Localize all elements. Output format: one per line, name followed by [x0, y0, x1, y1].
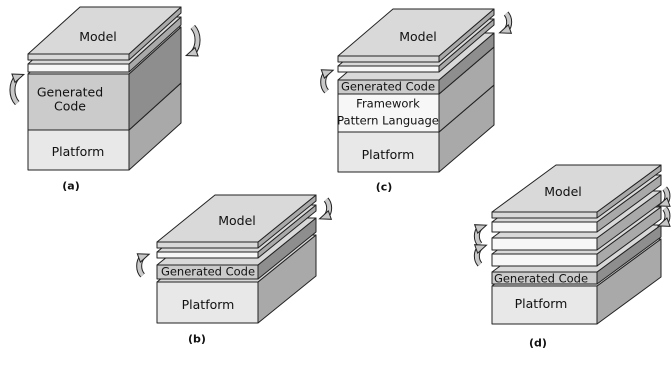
panel-a-platform-label: Platform	[51, 143, 105, 159]
panel-b-platform-label: Platform	[181, 296, 235, 312]
panel-a-model-label: Model	[79, 28, 117, 44]
panel-c-caption: (c)	[375, 180, 393, 194]
panel-b-model-label: Model	[218, 212, 256, 228]
panel-b-generated-code-label: Generated Code	[160, 264, 256, 279]
panel-a-caption: (a)	[62, 179, 80, 193]
panel-d-platform-label: Platform	[514, 295, 568, 311]
panel-c-pattern-language-label: Pattern Language	[337, 113, 439, 128]
panel-c-model-label: Model	[399, 28, 437, 44]
panel-c-framework-label: Framework	[356, 96, 420, 111]
panel-c-platform-label: Platform	[361, 146, 415, 162]
panel-a-generated-code-label: Generated Code	[36, 84, 104, 114]
panel-d-generated-code-label: Generated Code	[493, 271, 589, 286]
panel-c-generated-code-label: Generated Code	[340, 79, 436, 94]
panel-d-caption: (d)	[529, 336, 547, 350]
panel-b-caption: (b)	[188, 332, 206, 346]
panel-d-model-label: Model	[544, 183, 582, 199]
